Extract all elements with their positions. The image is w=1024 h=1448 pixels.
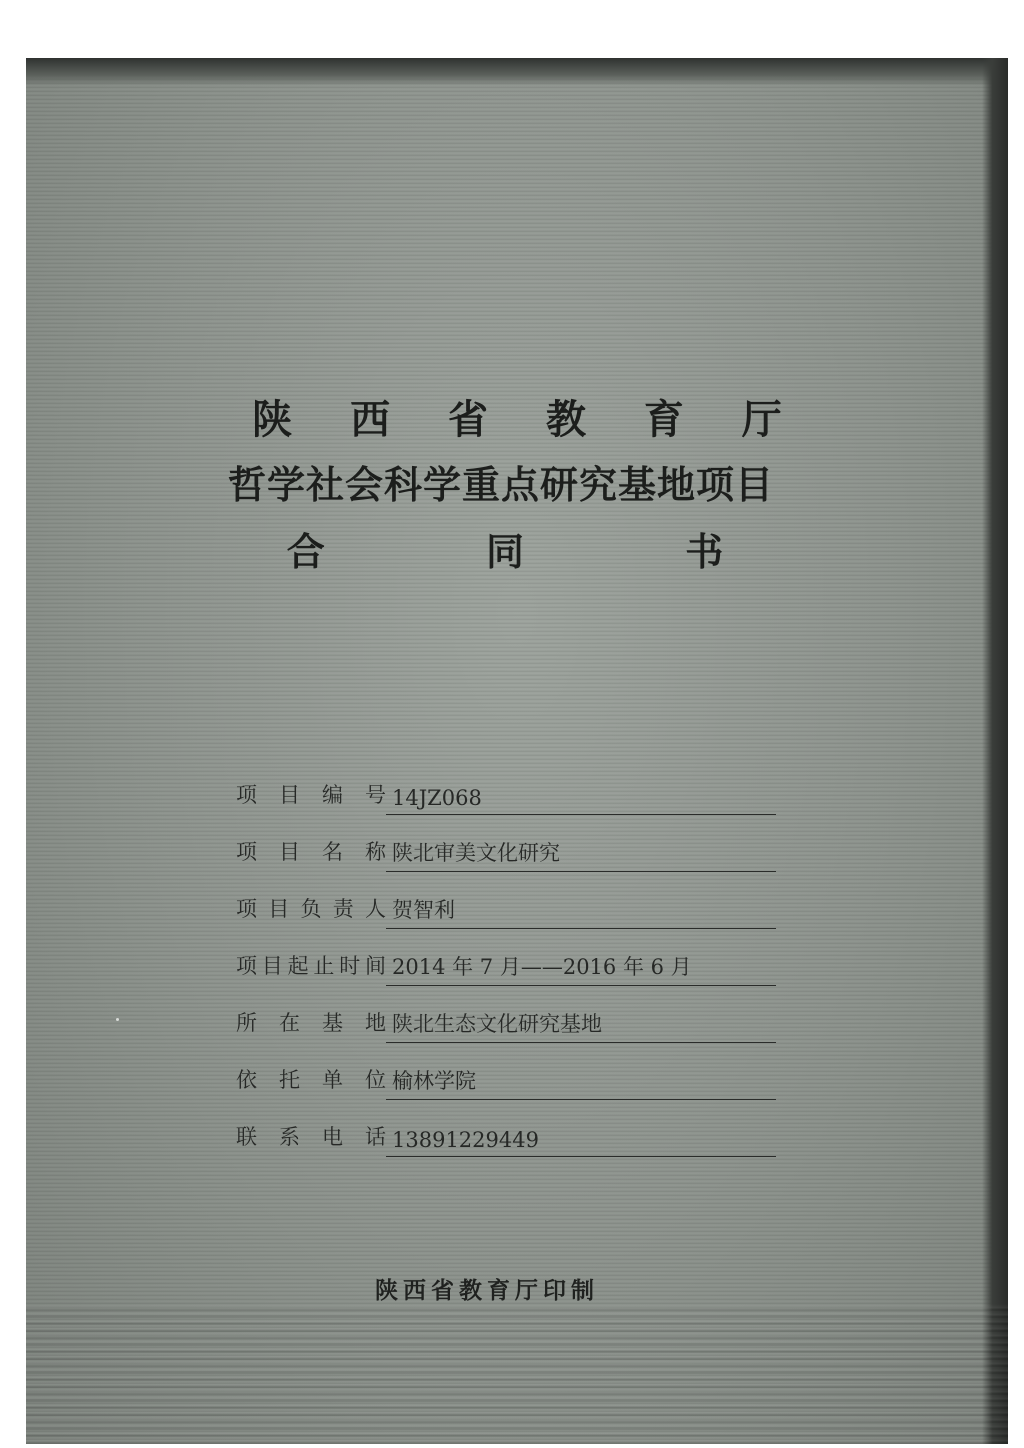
scan-streaks-bottom <box>26 1304 1008 1444</box>
field-host-institution <box>236 1043 776 1100</box>
field-label: 依托单位 <box>236 1068 386 1092</box>
field-project-name <box>236 815 776 872</box>
field-label: 所在基地 <box>236 1011 386 1035</box>
document-type-title: 合 同 书 <box>286 529 798 574</box>
scan-shadow-top <box>26 58 1008 86</box>
field-value: 13891229449 <box>386 1128 776 1157</box>
project-category-title: 哲学社会科学重点研究基地项目 <box>227 462 774 507</box>
scanned-cover <box>26 58 1008 1444</box>
cover-title <box>26 388 1008 586</box>
field-value: 2014 年 7 月——2016 年 6 月 <box>386 951 776 986</box>
printer-footer: 陕西省教育厅印制 <box>375 1277 599 1304</box>
field-value: 陕北审美文化研究 <box>386 837 776 872</box>
field-label: 项目起止时间 <box>236 954 386 978</box>
field-label: 项目名称 <box>236 840 386 864</box>
field-label: 联系电话 <box>236 1125 386 1149</box>
field-base <box>236 986 776 1043</box>
field-value: 榆林学院 <box>386 1065 776 1100</box>
issuer-title: 陕 西 省 教 育 厅 <box>252 396 804 443</box>
field-label: 项目负责人 <box>236 897 386 921</box>
field-label: 项目编号 <box>236 783 386 807</box>
field-project-leader <box>236 872 776 929</box>
field-project-period <box>236 929 776 986</box>
field-value: 贺智利 <box>386 894 776 929</box>
project-info-form <box>236 758 776 1157</box>
field-value: 陕北生态文化研究基地 <box>386 1008 776 1043</box>
field-project-number <box>236 758 776 815</box>
field-value: 14JZ068 <box>386 786 776 815</box>
field-phone <box>236 1100 776 1157</box>
scan-shadow-right <box>982 58 1008 1444</box>
dust-speck <box>116 1018 119 1021</box>
